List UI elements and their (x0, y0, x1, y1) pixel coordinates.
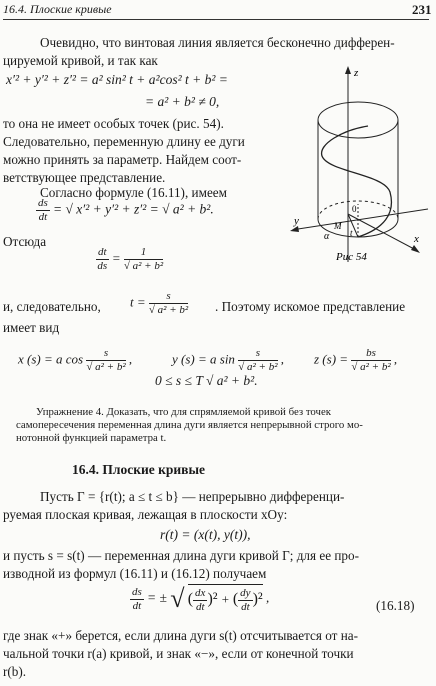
equation-helix-derivative: x′² + y′² + z′² = a² sin² t + a²cos² t + b² = (6, 72, 228, 87)
text-line: Согласно формуле (16.11), имеем (40, 185, 227, 200)
text-line: где знак «+» берется, если длина дуги s(t) отсчитывается от на- (3, 628, 359, 643)
header-rule (3, 19, 429, 20)
text-line: изводной из формул (16.11) и (16.12) получаем (3, 566, 267, 581)
text-line: Пусть Γ = {r(t); a ≤ t ≤ b} — непрерывно дифференци- (40, 489, 345, 504)
equation-16-18: $\frac{ds}{dt}$ = ± √ ( $\frac{dx}{dt}$ )² + ( $\frac{dy}{dt}$ )² , (132, 584, 270, 613)
text-line: имеет вид (3, 320, 60, 335)
label-x: x (414, 233, 419, 245)
figure-helix-cylinder (288, 64, 434, 274)
equation-helix-derivative-result: = a² + b² ≠ 0, (145, 94, 220, 109)
label-m: M (334, 221, 342, 231)
text-line: чальной точки r(a) кривой, и знак «−», если от конечной точки (3, 646, 354, 661)
x-axis-arrow (411, 245, 420, 253)
z-axis-arrow (345, 66, 351, 74)
label-origin: 0 (352, 204, 357, 214)
text-line: ветствующее представление. (3, 170, 166, 185)
label-z: z (354, 67, 359, 79)
label-y: y (294, 215, 299, 227)
page-number: 231 (412, 2, 432, 17)
equation-s-range: 0 ≤ s ≤ T √ a² + b². (155, 373, 258, 388)
text-line: и пусть s = s(t) — переменная длина дуги кривой Γ; для ее про- (3, 548, 359, 563)
running-header-section: 16.4. Плоские кривые (3, 2, 112, 16)
label-t: t (350, 228, 353, 238)
text-line: Отсюда (3, 234, 47, 249)
section-heading: 16.4. Плоские кривые (72, 462, 206, 477)
label-alpha: α (324, 231, 330, 242)
figure-caption: Рис 54 (336, 251, 367, 263)
exercise-line: самопересечения переменная длина дуги является непрерывной строго мо- (16, 419, 363, 431)
equation-y-of-s: y (s) = a sin $\frac{s}{\text{√ a² + b²}}$ , (172, 347, 284, 373)
text-line: цируемой кривой, и так как (3, 53, 158, 68)
equation-r-of-t: r(t) = (x(t), y(t)), (160, 527, 251, 542)
text-line: r(b). (3, 664, 27, 679)
exercise-line: Упражнение 4. Доказать, что для спрямляемой кривой без точек (36, 406, 331, 418)
text-line: и, следовательно, (3, 299, 101, 314)
equation-number: (16.18) (376, 598, 415, 613)
text-line: то она не имеет особых точек (рис. 54). (3, 116, 224, 131)
equation-dt-ds: $\frac{dt}{ds}$ = $\frac{1}{\text{√ a² + b²}}$ (97, 246, 164, 272)
text-line: Очевидно, что винтовая линия является бесконечно дифферен- (40, 35, 395, 50)
cylinder-top (318, 102, 398, 138)
equation-t-of-s: t = $\frac{s}{\text{√ a² + b²}}$ (130, 290, 189, 316)
equation-ds-dt: $\frac{ds}{dt}$ = √ x′² + y′² + z′² = √ a² + b². (38, 197, 214, 223)
equation-x-of-s: x (s) = a cos $\frac{s}{\text{√ a² + b²}}$ , (18, 347, 133, 373)
text-line: Следовательно, переменную длину ее дуги (3, 134, 245, 149)
text-line: руемая плоская кривая, лежащая в плоскости xOy: (3, 507, 288, 522)
equation-z-of-s: z (s) = $\frac{bs}{\text{√ a² + b²}}$ , (314, 347, 398, 373)
text-line: . Поэтому искомое представление (215, 299, 406, 314)
exercise-line: нотонной функцией параметра t. (16, 432, 167, 444)
text-line: можно принять за параметр. Найдем соот- (3, 152, 242, 167)
